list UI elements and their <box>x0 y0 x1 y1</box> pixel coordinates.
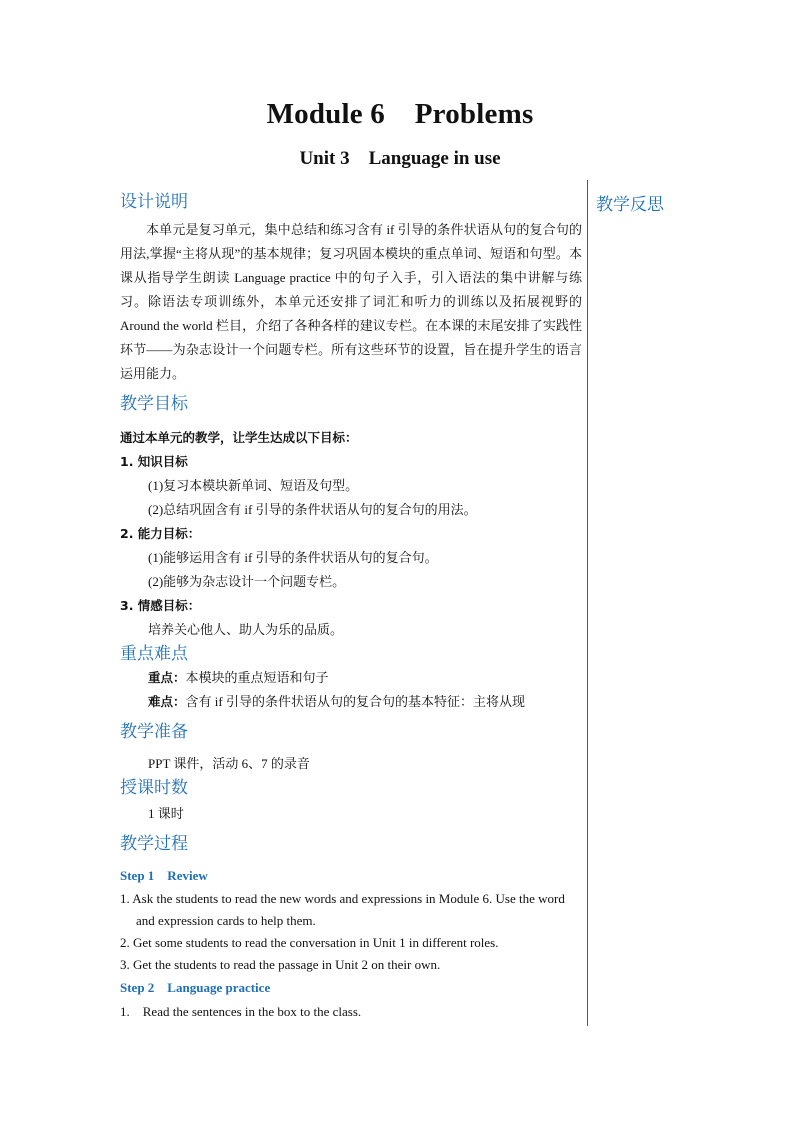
key-point-text: 本模块的重点短语和句子 <box>185 670 329 685</box>
key-point-label: 重点： <box>148 670 186 685</box>
keypoints-heading: 重点难点 <box>120 644 188 664</box>
goal-1-sub-2: (2)总结巩固含有 if 引导的条件状语从句的复合句的用法。 <box>148 502 477 517</box>
time-text: 1 课时 <box>148 806 184 821</box>
reflection-heading: 教学反思 <box>596 195 664 215</box>
goal-3-label: 3. 情感目标： <box>120 598 201 613</box>
design-text: 本单元是复习单元，集中总结和练习含有 if 引导的条件状语从句的复合句的用法,掌握“主将从现”的基本规律；复习巩固本模块的重点单词、短语和句型。本课从指导学生朗读 Language practice 中的句子入手，引入语法的集中讲解与练习。除语法专项训练外，本单元还安排了词汇和听力的训练以及拓展视野的 Around the world 栏目，介绍了各种各样的建议专栏。在本课的末尾安排了实践性环节——为杂志设计一个问题专栏。所有这些环节的设置，旨在提升学生的语言运用能力。 <box>120 222 582 381</box>
design-heading: 设计说明 <box>120 192 188 212</box>
goal-2-sub-1: (1)能够运用含有 if 引导的条件状语从句的复合句。 <box>148 550 438 565</box>
hard-point <box>120 690 582 714</box>
step-1-item-3: 3. Get the students to read the passage in Unit 2 on their own. <box>120 957 441 972</box>
page-subtitle: Unit 3 Language in use <box>299 148 501 169</box>
goal-3-sub-1: 培养关心他人、助人为乐的品质。 <box>148 622 344 637</box>
column-divider <box>587 180 588 1026</box>
prep-heading: 教学准备 <box>120 722 188 742</box>
time-heading: 授课时数 <box>120 778 188 798</box>
step-2-title: Step 2 Language practice <box>120 980 271 995</box>
goal-1-label: 1. 知识目标 <box>120 454 188 469</box>
page-title: Module 6 Problems <box>266 98 534 130</box>
main-column <box>120 190 582 1024</box>
goal-2-label: 2. 能力目标： <box>120 526 201 541</box>
step-1-title: Step 1 Review <box>120 868 208 883</box>
hard-point-label: 难点： <box>148 694 186 709</box>
goals-heading: 教学目标 <box>120 394 188 414</box>
goal-2-sub-2: (2)能够为杂志设计一个问题专栏。 <box>148 574 346 589</box>
prep-text: PPT 课件，活动 6、7 的录音 <box>148 756 310 771</box>
key-point <box>120 666 582 690</box>
goal-1-sub-1: (1)复习本模块新单词、短语及句型。 <box>148 478 359 493</box>
process-heading: 教学过程 <box>120 834 188 854</box>
step-2-item-1: 1. Read the sentences in the box to the class. <box>120 1004 362 1019</box>
goals-intro: 通过本单元的教学，让学生达成以下目标： <box>120 430 358 445</box>
hard-point-text: 含有 if 引导的条件状语从句的复合句的基本特征：主将从现 <box>185 694 525 709</box>
step-1-item-1: 1. Ask the students to read the new words and expressions in Module 6. Use the word and expression cards to help them. <box>120 891 565 928</box>
step-1-item-2: 2. Get some students to read the conversation in Unit 1 in different roles. <box>120 935 499 950</box>
